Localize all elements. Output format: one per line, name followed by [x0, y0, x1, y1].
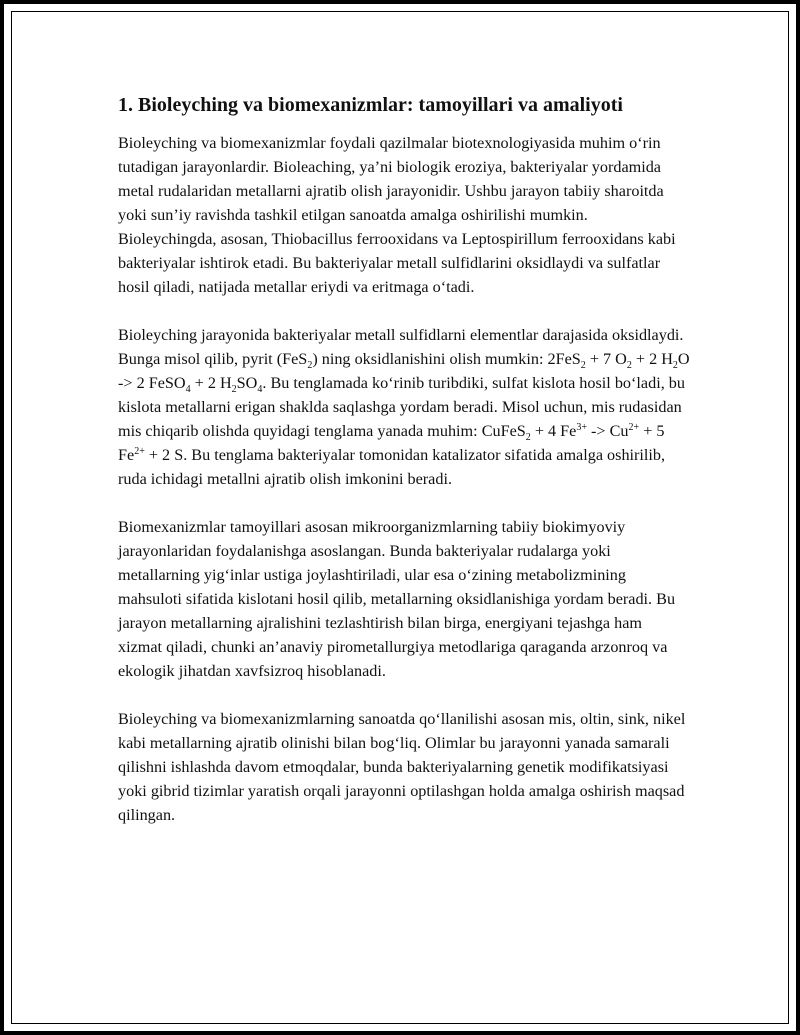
- subscript: 2: [307, 360, 313, 371]
- subscript: 2: [525, 432, 531, 443]
- paragraph-3: Biomexanizmlar tamoyillari asosan mikroorganizmlarning tabiiy biokimyoviy jarayonlaridan foydalanishga asoslangan. Bunda bakteriyalar rudalarga yoki metallarning yig‘inlar ustiga joylashtiriladi, ular esa o‘zining metabolizmining mahsuloti sifatida kislotani hosil qilib, metallarning oksidlanishiga yordam beradi. Bu jarayon metallarning ajralishini tezlashtirish bilan birga, energiyani tejashga ham xizmat qiladi, chunki an’anaviy pirometallurgiya metodlariga qaraganda arzonroq va ekologik jihatdan xavfsizroq hisoblanadi.: [118, 518, 676, 680]
- text-run: + 2 H: [631, 350, 673, 368]
- paragraph-2: [118, 323, 690, 491]
- section-heading: 1. Bioleyching va biomexanizmlar: tamoyillari va amaliyoti: [118, 94, 623, 116]
- document-body: [118, 92, 690, 851]
- text-run: -> Cu: [586, 422, 629, 440]
- superscript: 2+: [134, 446, 145, 457]
- text-run: + 5 Fe: [118, 422, 665, 464]
- subscript: 2: [672, 360, 678, 371]
- superscript: 2+: [628, 422, 640, 433]
- text-run: + 7 O: [585, 350, 627, 368]
- subscript: 4: [257, 384, 263, 395]
- text-run: Bioleyching jarayonida bakteriyalar metall sulfidlarni elementlar darajasida oksidlaydi. Bunga misol qilib, pyrit (FeS: [118, 326, 684, 368]
- subscript: 4: [185, 384, 191, 395]
- subscript: 2: [231, 384, 237, 395]
- text-run: . Bu tenglamada ko‘rinib turibdiki, sulfat kislota hosil bo‘ladi, bu kislota metallarni erigan shaklda saqlashga yordam beradi. Misol uchun, mis rudasidan mis chiqarib olishda quyidagi tenglama yanada muhim: CuFeS: [118, 374, 685, 440]
- text-run: SO: [236, 374, 258, 392]
- text-run: O -> 2 FeSO: [118, 350, 690, 392]
- paragraph-1: Bioleyching va biomexanizmlar foydali qazilmalar biotexnologiyasida muhim o‘rin tutadigan jarayonlardir. Bioleaching, ya’ni biologik eroziya, bakteriyalar yordamida metal rudalaridan metallarni ajratib olish jarayonidir. Ushbu jarayon tabiiy sharoitda yoki sun’iy ravishda tashkil etilgan sanoatda amalga oshirilishi mumkin. Bioleychingda, asosan, Thiobacillus ferrooxidans va Leptospirillum ferrooxidans kabi bakteriyalar ishtirok etadi. Bu bakteriyalar metall sulfidlarini oksidlaydi va sulfatlar hosil qiladi, natijada metallar eriydi va eritmaga o‘tadi.: [118, 134, 676, 296]
- text-run: ) ning oksidlanishini olish mumkin: 2FeS: [312, 350, 581, 368]
- superscript: 3+: [576, 422, 587, 433]
- text-run: + 2 S. Bu tenglama bakteriyalar tomonidan katalizator sifatida amalga oshirilib, ruda ichidagi metallni ajratib olish imkonini beradi.: [118, 446, 666, 488]
- text-run: + 4 Fe: [530, 422, 577, 440]
- paragraph-4: Bioleyching va biomexanizmlarning sanoatda qo‘llanilishi asosan mis, oltin, sink, nikel kabi metallarning ajratib olinishi bilan bog‘liq. Olimlar bu jarayonni yanada samarali qilishni ishlashda davom etmoqdalar, bunda bakteriyalarning genetik modifikatsiyasi yoki gibrid tizimlar yaratish orqali jarayonni optilashgan holda amalga oshirish maqsad qilingan.: [118, 710, 686, 824]
- subscript: 2: [580, 360, 586, 371]
- text-run: + 2 H: [190, 374, 232, 392]
- subscript: 2: [626, 360, 632, 371]
